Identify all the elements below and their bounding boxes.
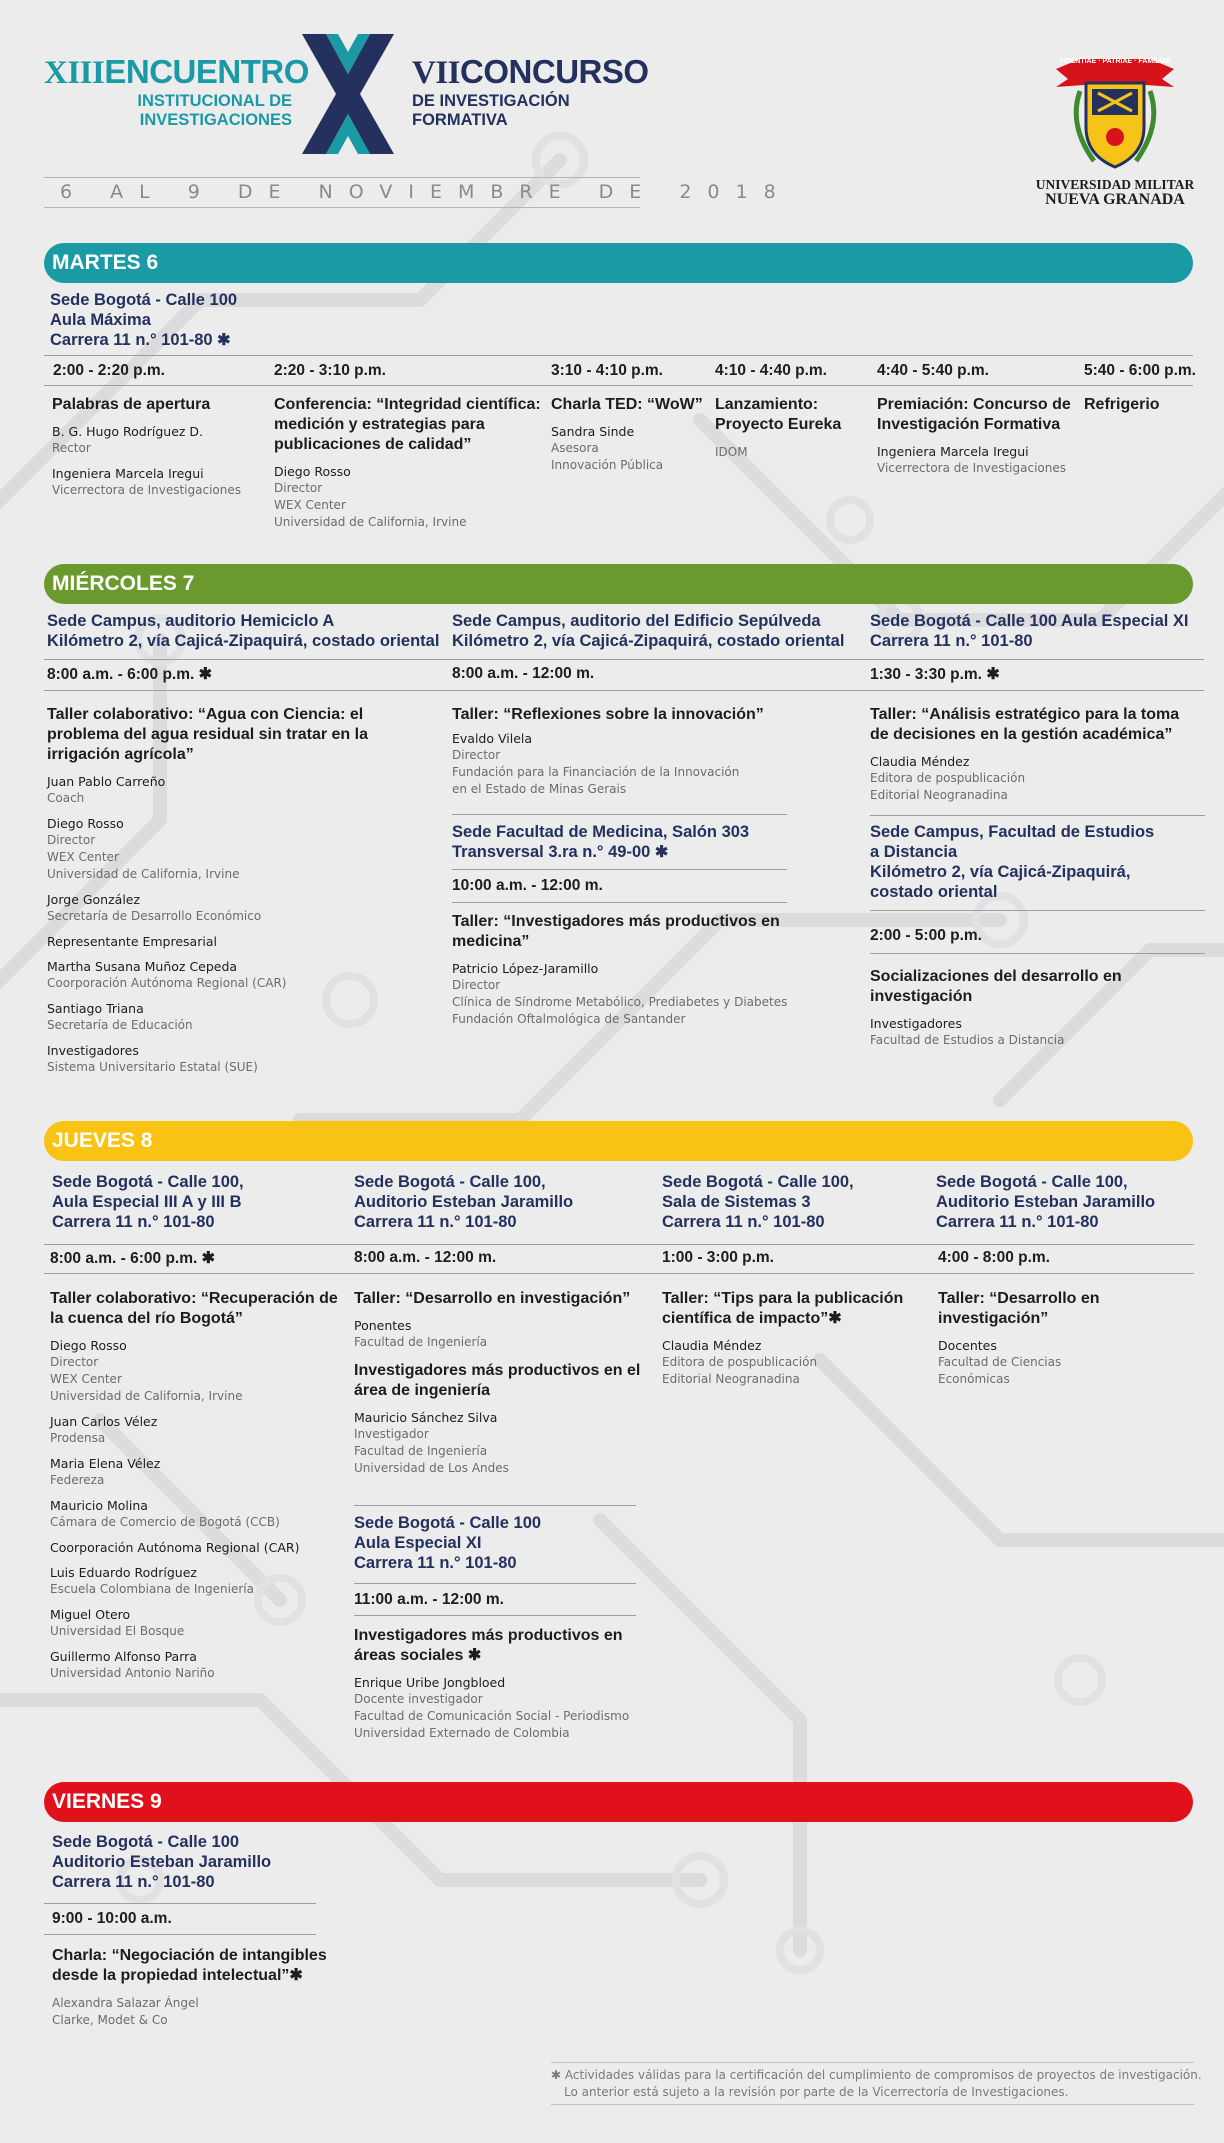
speaker: Diego Rosso Director WEX Center Universidad de California, Irvine <box>47 816 240 881</box>
dates-rule-bottom <box>44 207 640 208</box>
speaker: Ingeniera Marcela Iregui Vicerrectora de Investigaciones <box>877 444 1066 476</box>
jueves-col2b-rule-top <box>354 1583 636 1584</box>
miercoles-col2b-venue: Sede Facultad de Medicina, Salón 303 Transversal 3.ra n.° 49-00 ✱ <box>452 823 750 862</box>
miercoles-col1-body <box>47 705 377 1085</box>
event-logo-encuentro <box>44 53 309 130</box>
asterisk-icon: ✱ <box>198 666 213 683</box>
martes-slot-3-time: 3:10 - 4:10 p.m. <box>551 362 663 379</box>
miercoles-col2a-venue: Sede Campus, auditorio del Edificio Sepúlveda Kilómetro 2, vía Cajicá-Zipaquirá, costado oriental <box>452 612 845 651</box>
asterisk-icon: ✱ <box>201 1250 216 1267</box>
miercoles-col3b-rule-top <box>870 910 1205 911</box>
jueves-col2b-body <box>354 1626 654 1751</box>
asterisk-icon: ✱ <box>463 1647 482 1664</box>
event-title: Taller: “Desarrollo en investigación” <box>354 1290 631 1307</box>
jueves-col4-body <box>938 1289 1118 1397</box>
jueves-col2b-time: 11:00 a.m. - 12:00 m. <box>354 1591 504 1608</box>
speaker: Representante Empresarial <box>47 933 217 949</box>
event-title: Investigadores más productivos en áreas sociales ✱ <box>354 1627 623 1664</box>
speaker: Evaldo Vilela Director Fundación para la Financiación de la Innovación en el Estado de Minas Gerais <box>452 731 740 796</box>
speaker: Ponentes Facultad de Ingeniería <box>354 1318 488 1350</box>
speaker: Guillermo Alfonso Parra Universidad Antonio Nariño <box>50 1649 215 1681</box>
event-title: Refrigerio <box>1084 396 1160 413</box>
jueves-col4-time: 4:00 - 8:00 p.m. <box>938 1249 1050 1266</box>
event-title: Conferencia: “Integridad científica: medición y estrategias para publicaciones de calidad” <box>274 396 541 453</box>
speaker: Juan Pablo Carreño Coach <box>47 774 166 806</box>
jueves-col2b-rule-bottom <box>354 1615 636 1616</box>
x-emblem-icon <box>292 26 404 162</box>
jueves-col2a-venue: Sede Bogotá - Calle 100, Auditorio Esteban Jaramillo Carrera 11 n.° 101-80 <box>354 1173 574 1232</box>
miercoles-col2a-time: 8:00 a.m. - 12:00 m. <box>452 665 595 682</box>
footer-rule-bottom <box>551 2104 1194 2105</box>
speaker: Coorporación Autónoma Regional (CAR) <box>50 1539 300 1555</box>
speaker: B. G. Hugo Rodríguez D. Rector <box>52 424 204 456</box>
miercoles-col3b-time: 2:00 - 5:00 p.m. <box>870 927 982 944</box>
university-name-line2: NUEVA GRANADA <box>1045 191 1185 209</box>
miercoles-col2a-body <box>452 705 792 807</box>
jueves-col1-time: 8:00 a.m. - 6:00 p.m. ✱ <box>50 1250 216 1267</box>
miercoles-col3a-body <box>870 705 1200 813</box>
speaker: Mauricio Sánchez Silva Investigador Facultad de Ingeniería Universidad de Los Andes <box>354 1410 509 1475</box>
martes-slot-1-time: 2:00 - 2:20 p.m. <box>53 362 165 379</box>
event-title-2: Investigadores más productivos en el área de ingeniería <box>354 1362 641 1400</box>
concurso-subtitle-2: FORMATIVA <box>412 110 508 129</box>
day-label-jueves: JUEVES 8 <box>52 1129 153 1152</box>
day-bar-viernes <box>44 1782 1193 1822</box>
martes-slot-4-time: 4:10 - 4:40 p.m. <box>715 362 827 379</box>
speaker: Maria Elena Vélez Federeza <box>50 1455 161 1487</box>
martes-slot-5 <box>877 395 1077 486</box>
event-title: Taller colaborativo: “Recuperación de la cuenca del río Bogotá” <box>50 1290 338 1327</box>
miercoles-col3b-body <box>870 967 1200 1058</box>
day-label-martes: MARTES 6 <box>52 251 159 274</box>
event-title: Lanzamiento: Proyecto Eureka <box>715 396 842 433</box>
miercoles-col3a-time: 1:30 - 3:30 p.m. ✱ <box>870 666 1000 683</box>
asterisk-icon: ✱ <box>217 332 231 350</box>
miercoles-col1-time: 8:00 a.m. - 6:00 p.m. ✱ <box>47 666 213 683</box>
speaker: Ingeniera Marcela Iregui Vicerrectora de Investigaciones <box>52 466 241 498</box>
martes-slot-5-time: 4:40 - 5:40 p.m. <box>877 362 989 379</box>
miercoles-col2b-rule-bottom <box>452 902 787 903</box>
footer-note: ✱ Actividades válidas para la certificación del cumplimiento de compromisos de proyectos de investigación. Lo anterior está sujeto a la revisión por parte de la Vicerrectoría de Investigaciones. <box>551 2068 1202 2099</box>
event-dates: 6 AL 9 DE NOVIEMBRE DE 2018 <box>60 181 792 203</box>
speaker: Diego Rosso Director WEX Center Universidad de California, Irvine <box>50 1338 243 1403</box>
venue-martes: Sede Bogotá - Calle 100 Aula Máxima Carrera 11 n.° 101-80 ✱ <box>50 291 238 350</box>
event-title: Taller: “Tips para la publicación científica de impacto”✱ <box>662 1290 904 1327</box>
jueves-rule-top <box>44 1244 1194 1245</box>
speaker: Miguel Otero Universidad El Bosque <box>50 1607 185 1639</box>
speaker: Santiago Triana Secretaría de Educación <box>47 1001 193 1033</box>
jueves-col2b-venue: Sede Bogotá - Calle 100 Aula Especial XI Carrera 11 n.° 101-80 <box>354 1514 542 1573</box>
event-logo-concurso <box>412 55 652 130</box>
jueves-col1-body <box>50 1289 340 1691</box>
event-title: Taller: “Desarrollo en investigación” <box>938 1290 1100 1327</box>
viernes-rule-top <box>44 1903 316 1904</box>
speaker: Claudia Méndez Editora de pospublicación Editorial Neogranadina <box>662 1338 818 1387</box>
martes-slot-4 <box>715 395 865 470</box>
martes-slot-2-time: 2:20 - 3:10 p.m. <box>274 362 386 379</box>
day-bar-martes <box>44 243 1193 283</box>
encuentro-subtitle-2: INVESTIGACIONES <box>139 110 292 129</box>
jueves-col3-time: 1:00 - 3:00 p.m. <box>662 1249 774 1266</box>
viernes-body <box>52 1946 352 2038</box>
jueves-rule-bottom <box>44 1273 1194 1274</box>
martes-rule-top <box>44 355 1193 356</box>
jueves-col2a-body <box>354 1289 644 1486</box>
jueves-col4-venue: Sede Bogotá - Calle 100, Auditorio Esteban Jaramillo Carrera 11 n.° 101-80 <box>936 1173 1156 1232</box>
event-title: Taller: “Reflexiones sobre la innovación” <box>452 706 764 723</box>
event-title: Taller colaborativo: “Agua con Ciencia: el problema del agua residual sin tratar en la irrigación agrícola” <box>47 706 368 763</box>
speaker: Sandra Sinde Asesora Innovación Pública <box>551 424 664 473</box>
speaker: Enrique Uribe Jongbloed Docente investigador Facultad de Comunicación Social - Periodismo Universidad Externado de Colombia <box>354 1675 630 1740</box>
speaker: Diego Rosso Director WEX Center Universidad de California, Irvine <box>274 464 467 529</box>
jueves-col2a-time: 8:00 a.m. - 12:00 m. <box>354 1249 497 1266</box>
event-title: Premiación: Concurso de Investigación Formativa <box>877 396 1071 433</box>
miercoles-col2-divider <box>452 814 787 815</box>
event-title: Taller: “Investigadores más productivos en medicina” <box>452 913 780 950</box>
university-name <box>1030 58 1200 209</box>
miercoles-col3b-rule-bottom <box>870 953 1205 954</box>
speaker: IDOM <box>715 445 748 459</box>
miercoles-col2b-time: 10:00 a.m. - 12:00 m. <box>452 877 603 894</box>
speaker: Patricio López-Jaramillo Director Clínica de Síndrome Metabólico, Prediabetes y Diabetes Fundación Oftalmológica de Santander <box>452 961 788 1026</box>
concurso-subtitle-1: DE INVESTIGACIÓN <box>412 92 570 110</box>
day-label-miercoles: MIÉRCOLES 7 <box>52 572 195 595</box>
miercoles-col1-venue: Sede Campus, auditorio Hemiciclo A Kilómetro 2, vía Cajicá-Zipaquirá, costado oriental <box>47 612 440 651</box>
miercoles-rule-top <box>44 659 1204 660</box>
viernes-time: 9:00 - 10:00 a.m. <box>52 1910 172 1927</box>
viernes-rule-bottom <box>44 1934 316 1935</box>
concurso-word: CONCURSO <box>460 53 649 90</box>
dates-rule-top <box>44 177 640 178</box>
event-title: Palabras de apertura <box>52 396 211 413</box>
encuentro-subtitle-1: INSTITUCIONAL DE <box>137 92 292 110</box>
jueves-col2-divider <box>354 1505 636 1506</box>
speaker: Juan Carlos Vélez Prodensa <box>50 1413 158 1445</box>
event-title: Charla TED: “WoW” <box>551 396 703 413</box>
asterisk-icon: ✱ <box>828 1310 842 1327</box>
miercoles-col2b-body <box>452 912 792 1037</box>
university-crest-icon <box>1050 55 1180 177</box>
day-bar-miercoles <box>44 564 1193 604</box>
speaker: Jorge González Secretaría de Desarrollo Económico <box>47 891 262 923</box>
speaker: Mauricio Molina Cámara de Comercio de Bogotá (CCB) <box>50 1497 280 1529</box>
speaker: Docentes Facultad de Ciencias Económicas <box>938 1338 1062 1387</box>
jueves-col3-venue: Sede Bogotá - Calle 100, Sala de Sistemas 3 Carrera 11 n.° 101-80 <box>662 1173 854 1232</box>
asterisk-icon: ✱ <box>654 844 669 862</box>
viernes-venue: Sede Bogotá - Calle 100 Auditorio Esteban Jaramillo Carrera 11 n.° 101-80 <box>52 1833 272 1892</box>
event-title: Socializaciones del desarrollo en investigación <box>870 968 1122 1005</box>
day-bar-jueves <box>44 1121 1193 1161</box>
martes-slot-1 <box>52 395 262 508</box>
encuentro-word: ENCUENTRO <box>104 53 309 90</box>
asterisk-icon: ✱ <box>551 2068 562 2082</box>
asterisk-icon: ✱ <box>289 1967 303 1984</box>
footer-rule-top <box>551 2062 1194 2063</box>
speaker: Investigadores Facultad de Estudios a Distancia <box>870 1016 1065 1048</box>
speaker: Luis Eduardo Rodríguez Escuela Colombiana de Ingeniería <box>50 1565 254 1597</box>
speaker: Claudia Méndez Editora de pospublicación Editorial Neogranadina <box>870 754 1026 803</box>
encuentro-edition: XIII <box>44 55 105 91</box>
speaker: Alexandra Salazar Ángel Clarke, Modet & Co <box>52 1996 199 2027</box>
miercoles-col3-divider <box>870 815 1205 816</box>
martes-slot-3 <box>551 395 711 483</box>
miercoles-col3b-venue: Sede Campus, Facultad de Estudios a Distancia Kilómetro 2, vía Cajicá-Zipaquirá, costado oriental <box>870 823 1155 902</box>
speaker: Martha Susana Muñoz Cepeda Coorporación Autónoma Regional (CAR) <box>47 958 287 991</box>
day-label-viernes: VIERNES 9 <box>52 1790 162 1813</box>
speaker: Investigadores Sistema Universitario Estatal (SUE) <box>47 1043 258 1075</box>
martes-slot-6 <box>1084 395 1214 415</box>
event-title: Charla: “Negociación de intangibles desde la propiedad intelectual”✱ <box>52 1947 327 1984</box>
martes-rule-bottom <box>44 385 1193 386</box>
miercoles-col2b-rule-top <box>452 869 787 870</box>
event-title: Taller: “Análisis estratégico para la toma de decisiones en la gestión académica” <box>870 706 1180 743</box>
university-motto: SCIENTIAE · PATRIAE · FAMILIAE <box>1058 58 1172 65</box>
miercoles-rule-bottom <box>44 690 1204 691</box>
jueves-col1-venue: Sede Bogotá - Calle 100, Aula Especial III A y III B Carrera 11 n.° 101-80 <box>52 1173 244 1232</box>
concurso-edition: VII <box>412 55 461 91</box>
university-name-line1: UNIVERSIDAD MILITAR <box>1035 177 1195 192</box>
jueves-col3-body <box>662 1289 922 1397</box>
martes-slot-6-time: 5:40 - 6:00 p.m. <box>1084 362 1196 379</box>
asterisk-icon: ✱ <box>986 666 1000 683</box>
miercoles-col3a-venue: Sede Bogotá - Calle 100 Aula Especial XI Carrera 11 n.° 101-80 <box>870 612 1189 651</box>
martes-slot-2 <box>274 395 544 540</box>
